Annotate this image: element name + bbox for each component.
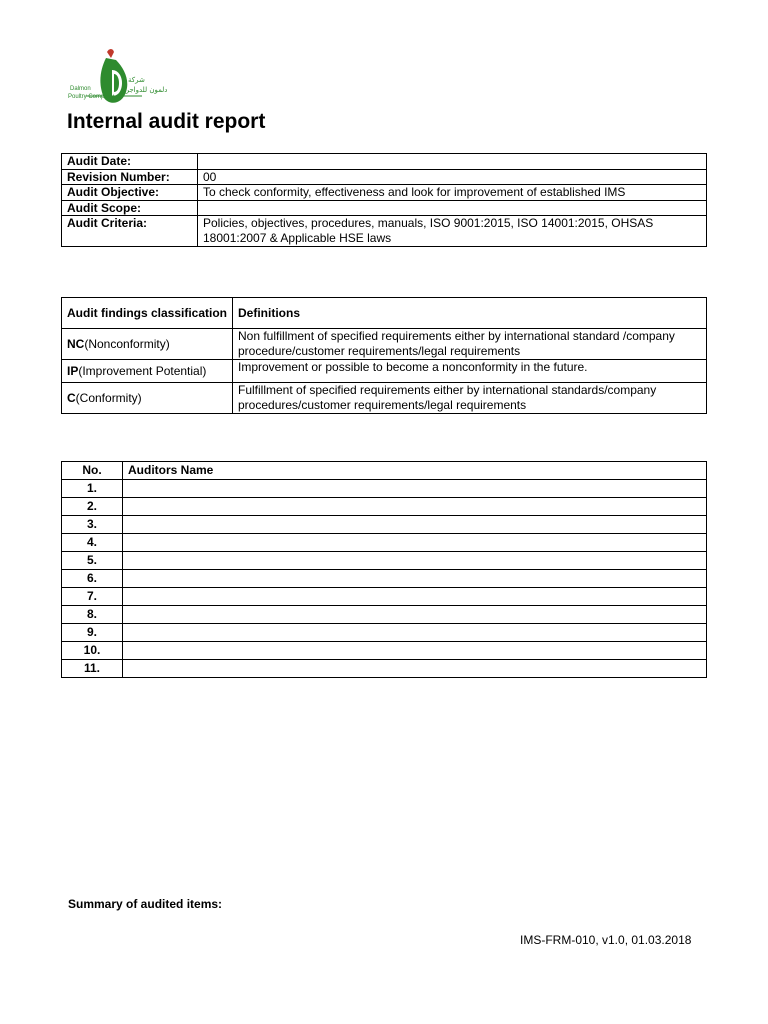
classification-name: (Improvement Potential) [78,363,207,378]
audit-info-row [62,200,707,216]
auditor-name-cell[interactable] [123,480,707,498]
audit-info-value[interactable]: To check conformity, effectiveness and look for improvement of established IMS [198,185,707,201]
auditor-row [62,588,707,606]
auditors-table [61,461,707,678]
auditor-number: 10. [62,642,123,660]
auditors-header-row [62,462,707,480]
classification-header-row [62,298,707,329]
classification-header: Audit findings classification [62,298,233,329]
auditor-name-cell[interactable] [123,588,707,606]
auditor-number: 3. [62,516,123,534]
auditor-name-cell[interactable] [123,516,707,534]
definitions-header: Definitions [233,298,707,329]
classification-code: IP [67,363,79,378]
auditor-number: 6. [62,570,123,588]
auditor-row [62,606,707,624]
auditor-number: 5. [62,552,123,570]
auditor-name-cell[interactable] [123,552,707,570]
audit-info-table [61,153,707,247]
audit-info-row [62,154,707,170]
svg-text:Poultry Company: Poultry Company [68,94,115,100]
classification-code: NC [67,336,85,351]
auditor-name-cell[interactable] [123,534,707,552]
auditor-number: 2. [62,498,123,516]
audit-info-value[interactable]: 00 [198,169,707,185]
auditor-name-cell[interactable] [123,498,707,516]
classification-cell [62,329,233,360]
auditor-name-cell[interactable] [123,660,707,678]
summary-label: Summary of audited items: [68,897,223,911]
audit-info-label: Audit Objective: [62,185,198,201]
number-header: No. [62,462,123,480]
audit-info-row [62,185,707,201]
page-title: Internal audit report [67,110,266,133]
classification-cell [62,383,233,414]
auditor-row [62,624,707,642]
auditors-name-header: Auditors Name [123,462,707,480]
auditor-name-cell[interactable] [123,624,707,642]
auditor-row [62,570,707,588]
auditor-name-cell[interactable] [123,606,707,624]
auditor-row [62,660,707,678]
auditor-row [62,534,707,552]
audit-info-value[interactable] [198,200,707,216]
auditor-number: 11. [62,660,123,678]
auditor-row [62,642,707,660]
audit-info-row [62,169,707,185]
audit-info-label: Audit Criteria: [62,216,198,246]
audit-info-value[interactable] [198,154,707,170]
classification-cell [62,360,233,383]
auditor-name-cell[interactable] [123,570,707,588]
auditor-name-cell[interactable] [123,642,707,660]
auditor-number: 9. [62,624,123,642]
definition-cell: Non fulfillment of specified requirements either by international standard /company procedure/customer requirements/legal requirements [233,329,707,360]
svg-text:شركة: شركة [128,76,145,84]
auditor-row [62,498,707,516]
auditor-row [62,480,707,498]
classification-name: (Nonconformity) [84,336,170,351]
company-logo [66,48,168,110]
classification-name: (Conformity) [75,390,142,405]
audit-info-label: Revision Number: [62,169,198,185]
audit-info-row [62,216,707,246]
svg-text:دلمون للدواجن: دلمون للدواجن [124,86,168,94]
svg-text:Dalmon: Dalmon [70,86,91,92]
audit-info-value[interactable]: Policies, objectives, procedures, manuals, ISO 9001:2015, ISO 14001:2015, OHSAS 18001:2007 & Applicable HSE laws [198,216,707,246]
definition-cell: Fulfillment of specified requirements either by international standards/company procedures/customer requirements/legal requirements [233,383,707,414]
classification-code: C [67,390,76,405]
auditor-number: 4. [62,534,123,552]
classification-row-nc [62,329,707,360]
audit-info-label: Audit Scope: [62,200,198,216]
auditor-row [62,552,707,570]
classification-row-ip [62,360,707,383]
auditor-number: 8. [62,606,123,624]
auditor-number: 1. [62,480,123,498]
definition-cell: Improvement or possible to become a nonconformity in the future. [233,360,707,383]
classification-row-c [62,383,707,414]
auditor-number: 7. [62,588,123,606]
audit-info-label: Audit Date: [62,154,198,170]
form-reference: IMS-FRM-010, v1.0, 01.03.2018 [520,933,692,947]
auditor-row [62,516,707,534]
logo-emblem-icon [66,48,168,110]
classification-table [61,297,707,414]
